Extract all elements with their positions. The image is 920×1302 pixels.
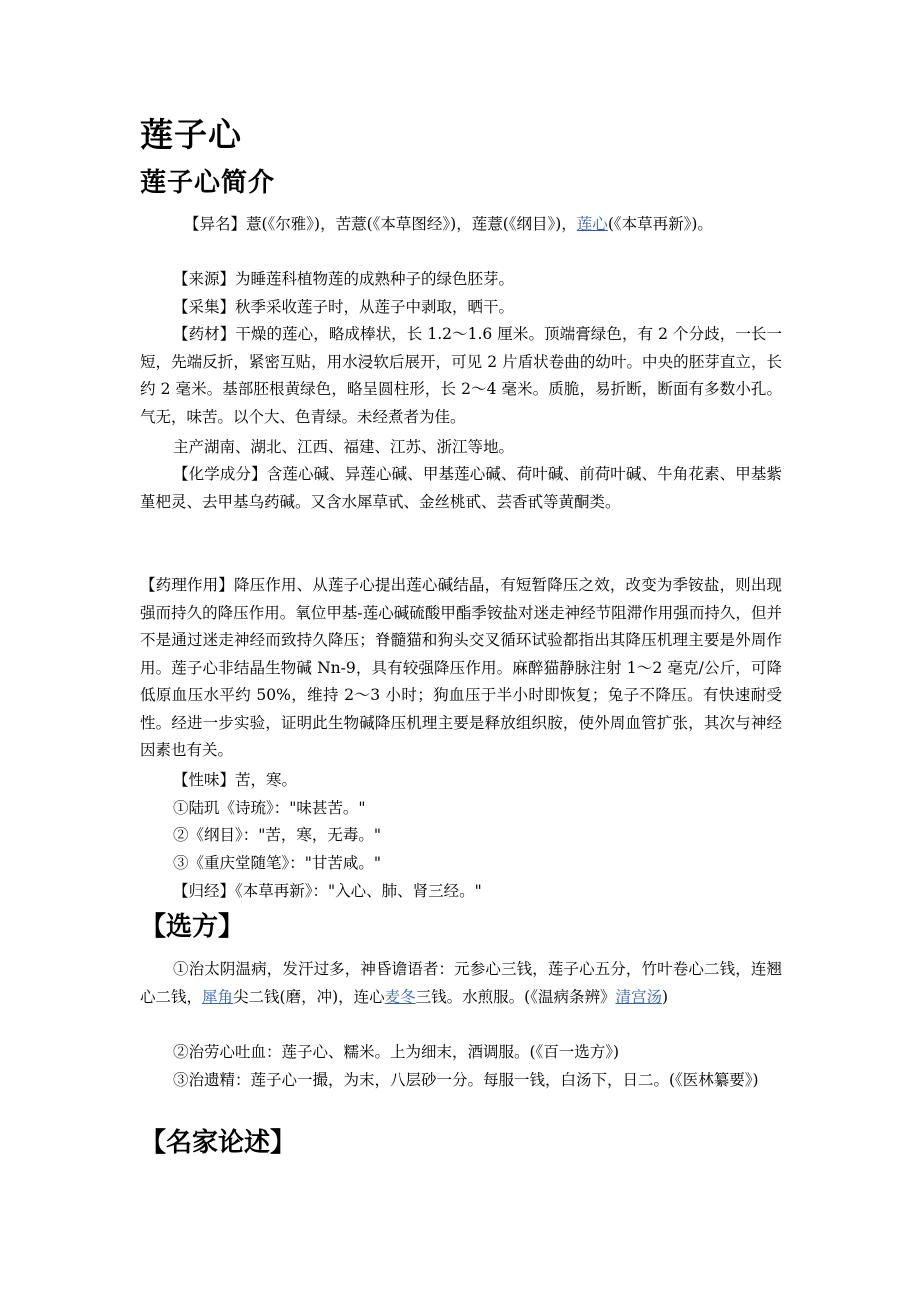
paragraph-source: 【来源】为睡莲科植物莲的成熟种子的绿色胚芽。 (173, 270, 515, 288)
alias-text: 【异名】薏(《尔雅》)，苦薏(《本草图经》)，莲薏(《纲目》)， (184, 215, 577, 233)
paragraph-formula-1 (140, 956, 782, 1011)
link-maidong[interactable]: 麦冬 (384, 987, 416, 1006)
link-qinggongtang[interactable]: 清宫汤 (615, 987, 662, 1006)
page-title: 莲子心 (140, 115, 242, 154)
alias-text-tail: (《本草再新》)。 (607, 215, 713, 233)
paragraph-formula-2: ②治劳心吐血：莲子心、糯米。上为细末，酒调服。(《百一选方》) (173, 1043, 620, 1061)
formula-1-text-4: ) (661, 987, 669, 1006)
paragraph-chemistry: 【化学成分】含莲心碱、异莲心碱、甲基莲心碱、荷叶碱、前荷叶碱、牛角花素、甲基紫堇杷灵、去甲基乌药碱。又含水犀草甙、金丝桃甙、芸香甙等黄酮类。 (140, 465, 782, 511)
paragraph-origin: 主产湖南、湖北、江西、福建、江苏、浙江等地。 (173, 438, 515, 456)
paragraph-alias (140, 211, 782, 239)
paragraph-quote-1: ①陆玑《诗琉》："味甚苦。" (173, 799, 366, 817)
formula-1-text-2: 尖二钱(磨，冲)，连心 (233, 987, 385, 1006)
formula-1-text: ①治太阴温病，发汗过多，神昏谵语者：元参心三钱，莲子心五分，竹叶卷心二钱，连翘心二钱， (140, 960, 782, 1006)
paragraph-meridian: 【归经】《本草再新》："入心、肺、肾三经。" (173, 882, 482, 900)
section-heading-prescriptions: 【选方】 (140, 912, 245, 942)
paragraph-taste: 【性味】苦，寒。 (173, 771, 298, 789)
section-heading-commentary: 【名家论述】 (140, 1128, 297, 1158)
paragraph-material: 【药材】干燥的莲心，略成棒状，长 1.2～1.6 厘米。顶端膏绿色，有 2 个分歧，一长一短，先端反折，紧密互贴，用水浸软后展开，可见 2 片盾状卷曲的幼叶。中央的胚芽直立，长约 2 毫米。基部胚根黄绿色，略呈圆柱形，长 2～4 毫米。质脆，易折断，断面有多数小孔。气无，味苦。以个大、色青绿。未经煮者为佳。 (140, 325, 782, 426)
link-xijiao[interactable]: 犀角 (202, 987, 234, 1006)
link-lianxin[interactable]: 莲心 (576, 215, 608, 233)
paragraph-pharmacology: 【药理作用】降压作用、从莲子心提出莲心碱结晶，有短暂降压之效，改变为季铵盐，则出现强而持久的降压作用。氧位甲基-莲心碱硫酸甲酯季铵盐对迷走神经节阻滞作用强而持久，但并不是通过迷走神经而致持久降压；脊髓猫和狗头交叉循环试验都指出其降压机理主要是外周作用。莲子心非结晶生物碱 Nn-9，具有较强降压作用。麻醉猫静脉注射 1～2 毫克/公斤，可降低原血压水平约 50%，维持 2～3 小时；狗血压于半小时即恢复；兔子不降压。有快速耐受性。经进一步实验，证明此生物碱降压机理主要是释放组织胺，使外周血管扩张，其次与神经因素也有关。 (140, 576, 782, 759)
paragraph-quote-2: ②《纲目》："苦，寒，无毒。" (173, 826, 382, 844)
paragraph-quote-3: ③《重庆堂随笔》："甘苦咸。" (173, 854, 382, 872)
formula-1-text-3: 三钱。水煎服。(《温病条辨》 (415, 987, 616, 1006)
paragraph-formula-3: ③治遗精：莲子心一撮，为末，八层砂一分。每服一钱，白汤下，日二。(《医林纂要》) (173, 1071, 759, 1089)
section-heading-intro: 莲子心简介 (140, 168, 276, 198)
paragraph-collect: 【采集】秋季采收莲子时，从莲子中剥取，晒干。 (173, 298, 515, 316)
